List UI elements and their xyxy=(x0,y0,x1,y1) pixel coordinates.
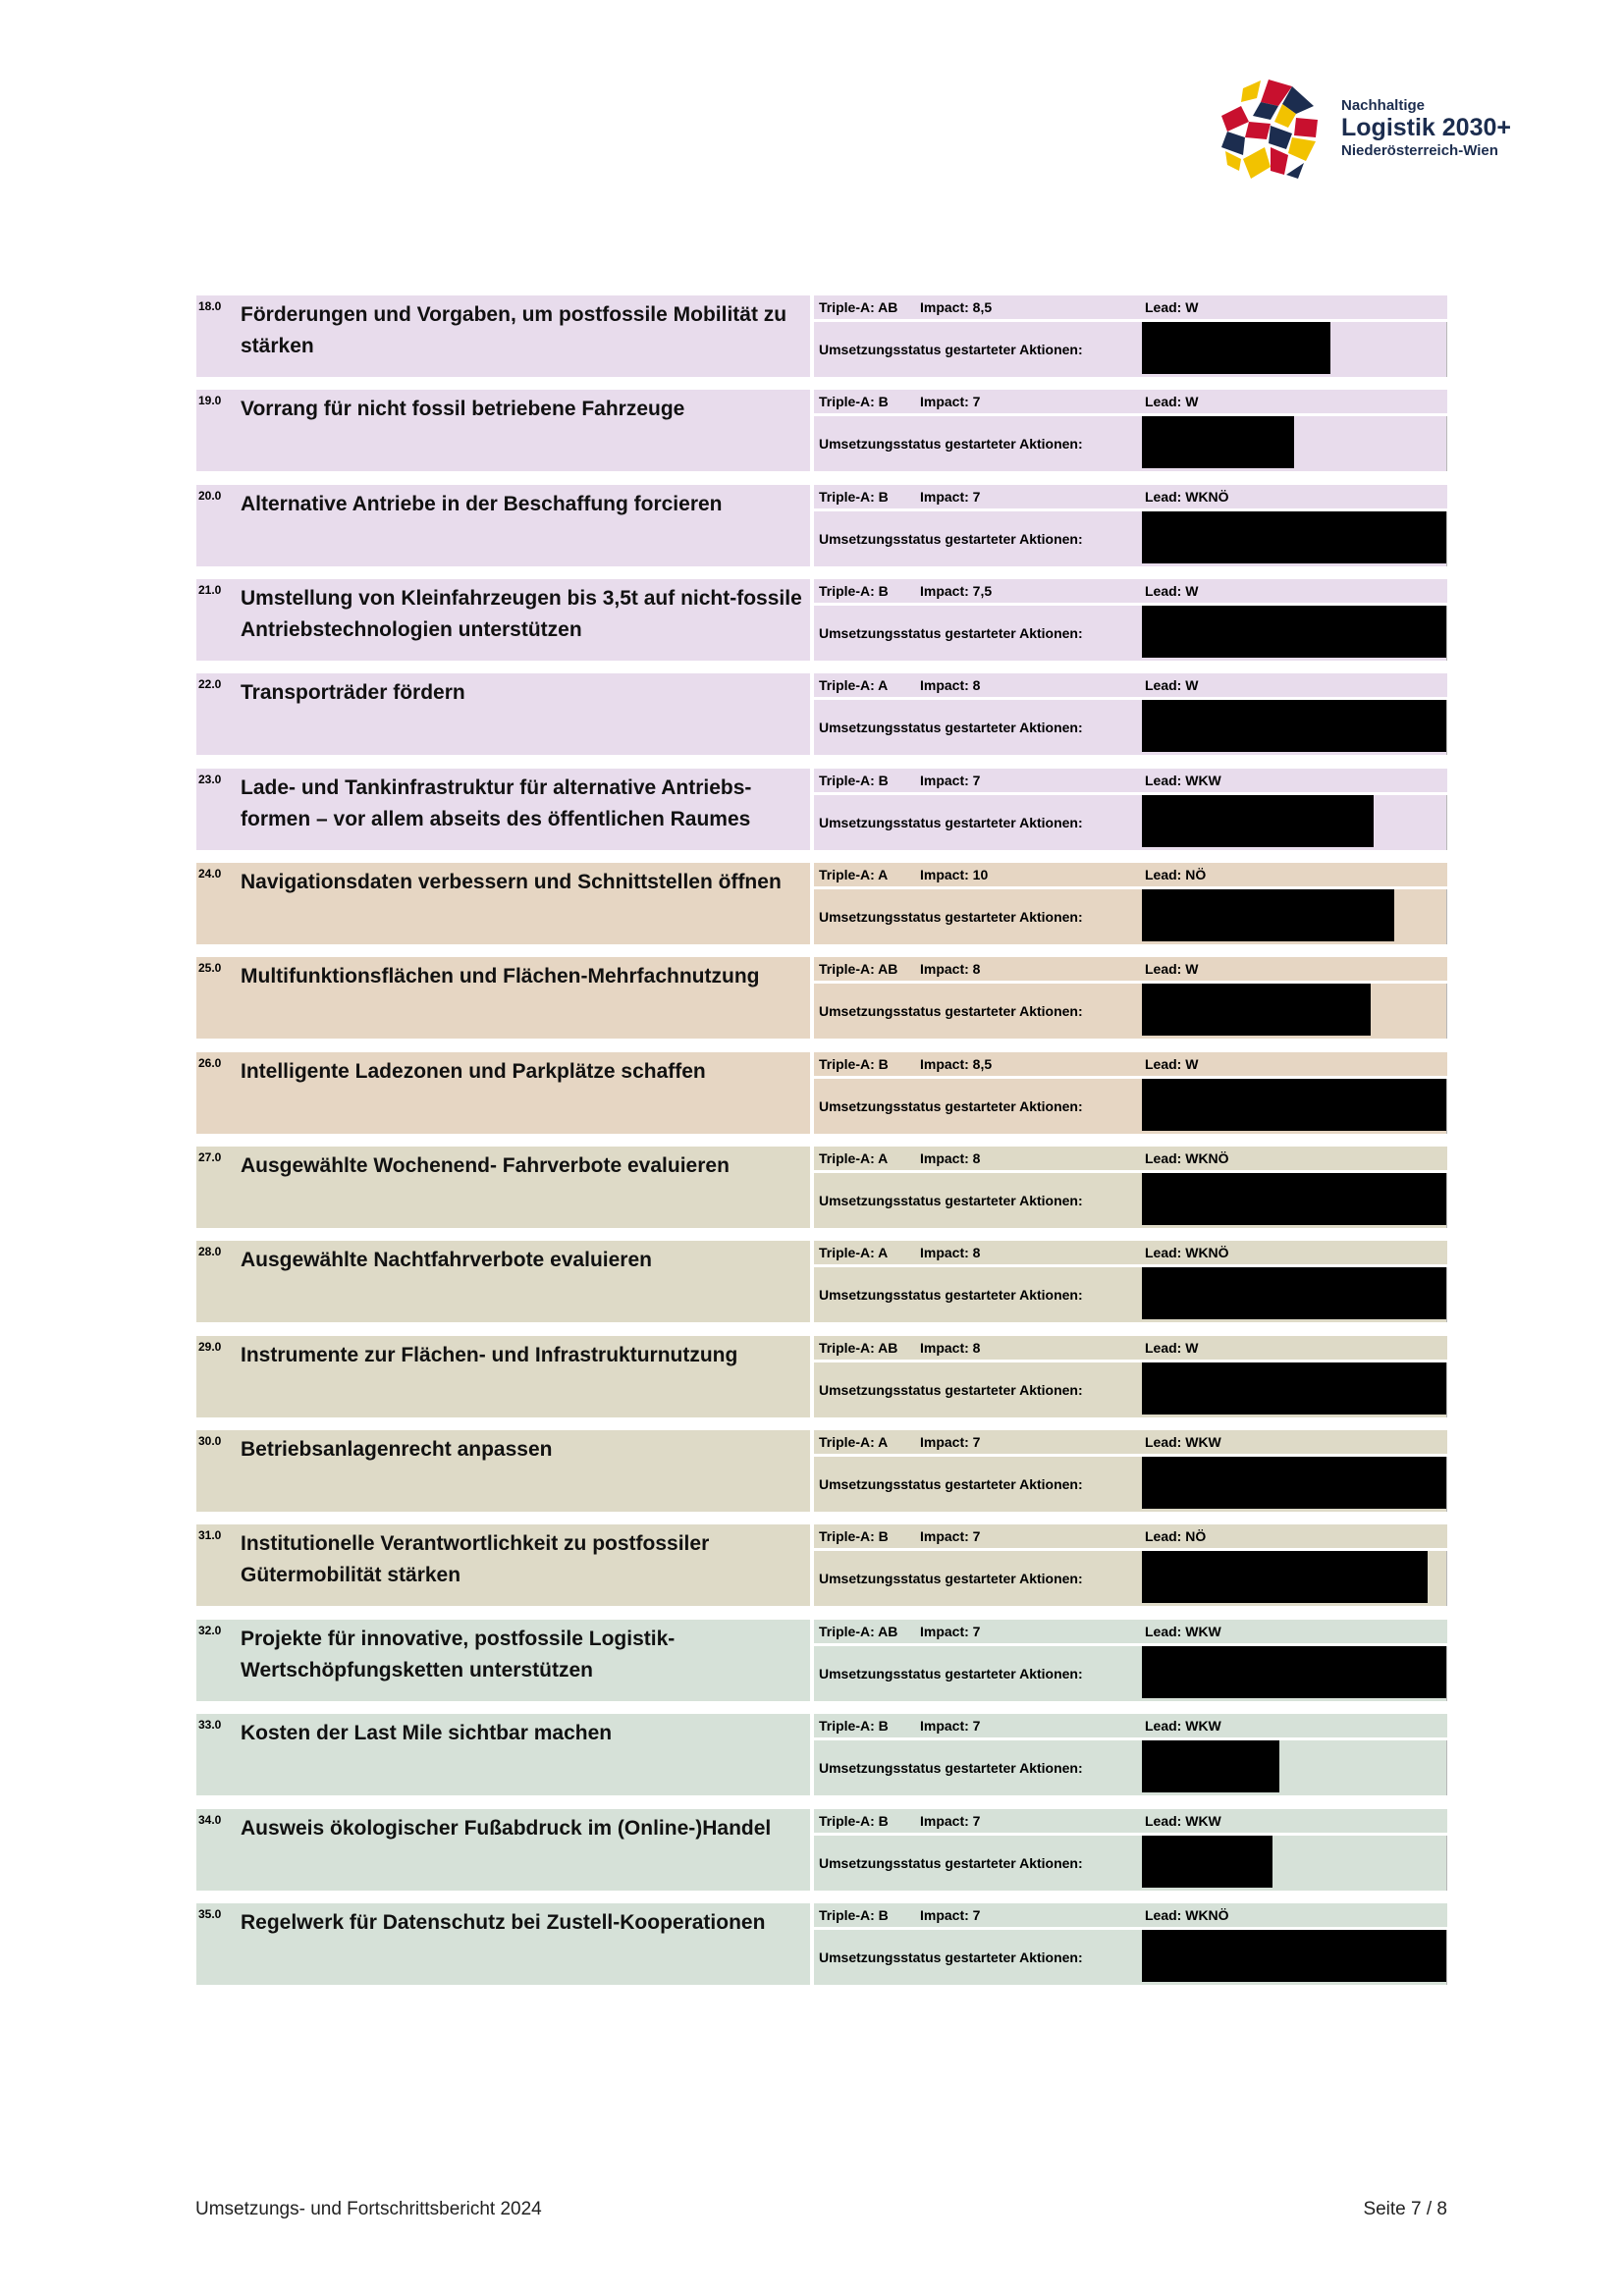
status-redaction-bar xyxy=(1142,606,1446,658)
measure-title-cell xyxy=(196,1336,810,1417)
divider xyxy=(1446,1173,1447,1228)
divider xyxy=(1446,1740,1447,1795)
measure-row xyxy=(196,1524,1447,1606)
status-redaction-bar xyxy=(1142,1930,1446,1982)
implementation-status xyxy=(814,795,1447,850)
lead-organisation: Lead: W xyxy=(1145,1339,1199,1356)
status-redaction-bar xyxy=(1142,889,1394,941)
logo-mosaic-icon xyxy=(1214,77,1324,187)
triple-a-rating: Triple-A: A xyxy=(819,677,889,694)
triple-a-rating: Triple-A: AB xyxy=(819,299,898,315)
status-label: Umsetzungsstatus gestarteter Aktionen: xyxy=(819,1097,1083,1114)
measure-row xyxy=(196,1620,1447,1701)
triple-a-rating: Triple-A: B xyxy=(819,583,889,600)
impact-score: Impact: 7 xyxy=(920,1718,981,1735)
measure-details xyxy=(814,390,1447,471)
divider xyxy=(1446,1457,1447,1512)
implementation-status xyxy=(814,606,1447,661)
measure-title: Multifunktionsflächen und Flächen-Mehrfachnutzung xyxy=(241,965,760,988)
measure-number: 28.0 xyxy=(198,1245,222,1259)
measure-details xyxy=(814,1714,1447,1795)
divider xyxy=(1446,1930,1447,1985)
impact-score: Impact: 7 xyxy=(920,1528,981,1545)
status-redaction-bar xyxy=(1142,322,1330,374)
measure-details xyxy=(814,769,1447,850)
implementation-status xyxy=(814,1646,1447,1701)
footer-report-title: Umsetzungs- und Fortschrittsbericht 2024 xyxy=(195,2199,542,2219)
measure-meta xyxy=(814,957,1447,981)
triple-a-rating: Triple-A: A xyxy=(819,1245,889,1261)
implementation-status xyxy=(814,1930,1447,1985)
impact-score: Impact: 7 xyxy=(920,1623,981,1639)
measure-number: 21.0 xyxy=(198,583,222,598)
measure-title: Ausgewählte Nachtfahrverbote evaluieren xyxy=(241,1249,652,1272)
measure-details xyxy=(814,1620,1447,1701)
status-redaction-bar xyxy=(1142,700,1446,752)
status-redaction-bar xyxy=(1142,1740,1279,1792)
measure-row xyxy=(196,1052,1447,1134)
measure-title-cell xyxy=(196,1147,810,1228)
measure-details xyxy=(814,1336,1447,1417)
implementation-status xyxy=(814,889,1447,944)
measure-details xyxy=(814,673,1447,755)
measure-meta xyxy=(814,485,1447,508)
divider xyxy=(1446,1551,1447,1606)
measure-title: Institutionelle Verantwortlichkeit zu postfossiler Gütermobilität stärken xyxy=(241,1532,710,1587)
measure-meta xyxy=(814,390,1447,413)
logo-line-2: Logistik 2030+ xyxy=(1341,114,1511,141)
measure-number: 32.0 xyxy=(198,1623,222,1637)
measure-row xyxy=(196,957,1447,1039)
impact-score: Impact: 8 xyxy=(920,961,981,978)
measure-row xyxy=(196,863,1447,944)
measure-title-cell xyxy=(196,673,810,755)
status-label: Umsetzungsstatus gestarteter Aktionen: xyxy=(819,625,1083,642)
divider xyxy=(814,1834,1447,1836)
measure-meta xyxy=(814,295,1447,319)
status-label: Umsetzungsstatus gestarteter Aktionen: xyxy=(819,1949,1083,1965)
triple-a-rating: Triple-A: AB xyxy=(819,1623,898,1639)
measure-row xyxy=(196,579,1447,661)
triple-a-rating: Triple-A: B xyxy=(819,1718,889,1735)
measure-meta xyxy=(814,1524,1447,1548)
divider xyxy=(814,1738,1447,1740)
measure-title: Lade- und Tankinfrastruktur für alternative Antriebs-formen – vor allem abseits des öffentlichen Raumes xyxy=(241,775,752,830)
status-label: Umsetzungsstatus gestarteter Aktionen: xyxy=(819,530,1083,547)
measure-meta xyxy=(814,863,1447,886)
measure-number: 19.0 xyxy=(198,394,222,408)
measure-details xyxy=(814,1809,1447,1891)
measure-title-cell xyxy=(196,957,810,1039)
implementation-status xyxy=(814,1267,1447,1322)
impact-score: Impact: 10 xyxy=(920,867,989,883)
divider xyxy=(1446,1362,1447,1417)
lead-organisation: Lead: W xyxy=(1145,394,1199,410)
measure-meta xyxy=(814,1809,1447,1833)
measure-meta xyxy=(814,1620,1447,1643)
status-redaction-bar xyxy=(1142,416,1294,468)
lead-organisation: Lead: WKW xyxy=(1145,1434,1221,1451)
divider xyxy=(1446,889,1447,944)
measure-title-cell xyxy=(196,1052,810,1134)
triple-a-rating: Triple-A: B xyxy=(819,488,889,505)
status-redaction-bar xyxy=(1142,1646,1446,1698)
implementation-status xyxy=(814,700,1447,755)
measure-number: 27.0 xyxy=(198,1150,222,1165)
status-label: Umsetzungsstatus gestarteter Aktionen: xyxy=(819,1854,1083,1871)
divider xyxy=(814,320,1447,322)
measure-title: Regelwerk für Datenschutz bei Zustell-Kooperationen xyxy=(241,1910,766,1934)
measure-details xyxy=(814,1052,1447,1134)
measure-row xyxy=(196,673,1447,755)
measure-number: 25.0 xyxy=(198,961,222,976)
implementation-status xyxy=(814,984,1447,1039)
measure-details xyxy=(814,1430,1447,1512)
measure-meta xyxy=(814,1336,1447,1360)
status-redaction-bar xyxy=(1142,1267,1446,1319)
measure-title: Instrumente zur Flächen- und Infrastrukturnutzung xyxy=(241,1343,738,1366)
divider xyxy=(1446,606,1447,661)
triple-a-rating: Triple-A: B xyxy=(819,1906,889,1923)
implementation-status xyxy=(814,322,1447,377)
measure-title-cell xyxy=(196,1241,810,1322)
measure-title-cell xyxy=(196,390,810,471)
status-redaction-bar xyxy=(1142,1836,1272,1888)
triple-a-rating: Triple-A: A xyxy=(819,1434,889,1451)
measure-details xyxy=(814,957,1447,1039)
measure-row xyxy=(196,390,1447,471)
implementation-status xyxy=(814,1173,1447,1228)
lead-organisation: Lead: WKW xyxy=(1145,1718,1221,1735)
triple-a-rating: Triple-A: A xyxy=(819,1150,889,1167)
triple-a-rating: Triple-A: B xyxy=(819,772,889,788)
status-redaction-bar xyxy=(1142,1551,1428,1603)
divider xyxy=(1446,1646,1447,1701)
status-label: Umsetzungsstatus gestarteter Aktionen: xyxy=(819,1571,1083,1587)
impact-score: Impact: 7 xyxy=(920,1906,981,1923)
impact-score: Impact: 7 xyxy=(920,1812,981,1829)
lead-organisation: Lead: W xyxy=(1145,961,1199,978)
measure-title-cell xyxy=(196,1714,810,1795)
triple-a-rating: Triple-A: A xyxy=(819,867,889,883)
measure-number: 22.0 xyxy=(198,677,222,692)
status-redaction-bar xyxy=(1142,511,1446,563)
lead-organisation: Lead: NÖ xyxy=(1145,1528,1207,1545)
measure-details xyxy=(814,485,1447,566)
status-redaction-bar xyxy=(1142,1457,1446,1509)
divider xyxy=(1446,984,1447,1039)
measure-number: 30.0 xyxy=(198,1434,222,1449)
status-label: Umsetzungsstatus gestarteter Aktionen: xyxy=(819,720,1083,736)
lead-organisation: Lead: WKNÖ xyxy=(1145,1906,1229,1923)
divider xyxy=(814,414,1447,416)
status-label: Umsetzungsstatus gestarteter Aktionen: xyxy=(819,342,1083,357)
measure-details xyxy=(814,1524,1447,1606)
status-label: Umsetzungsstatus gestarteter Aktionen: xyxy=(819,1193,1083,1209)
triple-a-rating: Triple-A: B xyxy=(819,1528,889,1545)
measure-row xyxy=(196,1430,1447,1512)
measure-meta xyxy=(814,579,1447,603)
impact-score: Impact: 7 xyxy=(920,1434,981,1451)
triple-a-rating: Triple-A: AB xyxy=(819,1339,898,1356)
status-label: Umsetzungsstatus gestarteter Aktionen: xyxy=(819,1476,1083,1493)
measure-details xyxy=(814,1903,1447,1985)
measure-title-cell xyxy=(196,1620,810,1701)
implementation-status xyxy=(814,1457,1447,1512)
measure-meta xyxy=(814,769,1447,792)
measure-row xyxy=(196,1714,1447,1795)
measure-number: 26.0 xyxy=(198,1055,222,1070)
triple-a-rating: Triple-A: B xyxy=(819,1812,889,1829)
measure-row xyxy=(196,1903,1447,1985)
measure-row xyxy=(196,485,1447,566)
impact-score: Impact: 7 xyxy=(920,772,981,788)
logo-line-3: Niederösterreich-Wien xyxy=(1341,142,1498,159)
status-label: Umsetzungsstatus gestarteter Aktionen: xyxy=(819,1665,1083,1682)
measure-title: Förderungen und Vorgaben, um postfossile Mobilität zu stärken xyxy=(241,303,787,357)
implementation-status xyxy=(814,1836,1447,1891)
measure-number: 35.0 xyxy=(198,1906,222,1921)
implementation-status xyxy=(814,1079,1447,1134)
measure-title-cell xyxy=(196,1903,810,1985)
measure-row xyxy=(196,295,1447,377)
status-redaction-bar xyxy=(1142,1173,1446,1225)
measure-title: Alternative Antriebe in der Beschaffung forcieren xyxy=(241,492,723,515)
implementation-status xyxy=(814,416,1447,471)
measure-row xyxy=(196,769,1447,850)
measure-title-cell xyxy=(196,769,810,850)
measure-number: 24.0 xyxy=(198,867,222,881)
measure-title-cell xyxy=(196,1524,810,1606)
measure-meta xyxy=(814,1903,1447,1927)
status-redaction-bar xyxy=(1142,1079,1446,1131)
impact-score: Impact: 7 xyxy=(920,488,981,505)
measure-title: Transporträder fördern xyxy=(241,681,465,705)
lead-organisation: Lead: NÖ xyxy=(1145,867,1207,883)
measure-details xyxy=(814,295,1447,377)
measure-row xyxy=(196,1809,1447,1891)
measure-meta xyxy=(814,1147,1447,1170)
status-label: Umsetzungsstatus gestarteter Aktionen: xyxy=(819,909,1083,926)
logo-line-1: Nachhaltige xyxy=(1341,97,1426,114)
status-label: Umsetzungsstatus gestarteter Aktionen: xyxy=(819,814,1083,830)
measure-number: 18.0 xyxy=(198,299,222,313)
triple-a-rating: Triple-A: B xyxy=(819,394,889,410)
measure-number: 34.0 xyxy=(198,1812,222,1827)
impact-score: Impact: 7,5 xyxy=(920,583,993,600)
measure-number: 23.0 xyxy=(198,772,222,786)
status-label: Umsetzungsstatus gestarteter Aktionen: xyxy=(819,436,1083,453)
lead-organisation: Lead: W xyxy=(1145,677,1199,694)
lead-organisation: Lead: WKW xyxy=(1145,1623,1221,1639)
divider xyxy=(1446,1079,1447,1134)
divider xyxy=(1446,511,1447,566)
measure-title: Betriebsanlagenrecht anpassen xyxy=(241,1438,553,1462)
measure-title: Ausweis ökologischer Fußabdruck im (Online-)Handel xyxy=(241,1816,772,1840)
measure-details xyxy=(814,863,1447,944)
lead-organisation: Lead: WKW xyxy=(1145,1812,1221,1829)
measure-title-cell xyxy=(196,1430,810,1512)
measure-title: Intelligente Ladezonen und Parkplätze schaffen xyxy=(241,1059,706,1083)
measure-meta xyxy=(814,1430,1447,1454)
measure-row xyxy=(196,1241,1447,1322)
lead-organisation: Lead: WKW xyxy=(1145,772,1221,788)
impact-score: Impact: 8 xyxy=(920,1150,981,1167)
measure-details xyxy=(814,1147,1447,1228)
implementation-status xyxy=(814,1362,1447,1417)
lead-organisation: Lead: WKNÖ xyxy=(1145,1150,1229,1167)
measure-title-cell xyxy=(196,295,810,377)
implementation-status xyxy=(814,511,1447,566)
measure-title-cell xyxy=(196,579,810,661)
measure-meta xyxy=(814,1241,1447,1264)
triple-a-rating: Triple-A: B xyxy=(819,1055,889,1072)
divider xyxy=(1446,416,1447,471)
status-redaction-bar xyxy=(1142,795,1374,847)
measure-title-cell xyxy=(196,1809,810,1891)
footer-page-number: Seite 7 / 8 xyxy=(1363,2199,1447,2219)
measure-title: Kosten der Last Mile sichtbar machen xyxy=(241,1722,613,1745)
status-label: Umsetzungsstatus gestarteter Aktionen: xyxy=(819,1003,1083,1020)
impact-score: Impact: 8 xyxy=(920,1245,981,1261)
status-redaction-bar xyxy=(1142,984,1371,1036)
implementation-status xyxy=(814,1740,1447,1795)
measure-title: Ausgewählte Wochenend- Fahrverbote evaluieren xyxy=(241,1154,730,1178)
measure-title-cell xyxy=(196,863,810,944)
measure-meta xyxy=(814,1052,1447,1076)
measure-meta xyxy=(814,673,1447,697)
status-redaction-bar xyxy=(1142,1362,1446,1415)
measure-details xyxy=(814,579,1447,661)
measure-title: Umstellung von Kleinfahrzeugen bis 3,5t auf nicht-fossile Antriebstechnologien unterstützen xyxy=(241,587,802,642)
measure-number: 20.0 xyxy=(198,488,222,503)
measure-meta xyxy=(814,1714,1447,1737)
measure-details xyxy=(814,1241,1447,1322)
impact-score: Impact: 8,5 xyxy=(920,299,993,315)
lead-organisation: Lead: WKNÖ xyxy=(1145,1245,1229,1261)
measure-title: Projekte für innovative, postfossile Logistik-Wertschöpfungsketten unterstützen xyxy=(241,1627,676,1682)
lead-organisation: Lead: W xyxy=(1145,583,1199,600)
impact-score: Impact: 8,5 xyxy=(920,1055,993,1072)
impact-score: Impact: 8 xyxy=(920,677,981,694)
measure-number: 31.0 xyxy=(198,1528,222,1543)
measure-title: Navigationsdaten verbessern und Schnittstellen öffnen xyxy=(241,871,782,894)
measures-list xyxy=(196,295,1447,1998)
measure-row xyxy=(196,1336,1447,1417)
logo xyxy=(1214,77,1528,187)
measure-number: 33.0 xyxy=(198,1718,222,1733)
measure-row xyxy=(196,1147,1447,1228)
impact-score: Impact: 8 xyxy=(920,1339,981,1356)
divider xyxy=(1446,322,1447,377)
impact-score: Impact: 7 xyxy=(920,394,981,410)
divider xyxy=(1446,700,1447,755)
divider xyxy=(1446,1836,1447,1891)
measure-number: 29.0 xyxy=(198,1339,222,1354)
divider xyxy=(1446,1267,1447,1322)
lead-organisation: Lead: W xyxy=(1145,299,1199,315)
measure-title: Vorrang für nicht fossil betriebene Fahrzeuge xyxy=(241,398,685,421)
status-label: Umsetzungsstatus gestarteter Aktionen: xyxy=(819,1381,1083,1398)
measure-title-cell xyxy=(196,485,810,566)
status-label: Umsetzungsstatus gestarteter Aktionen: xyxy=(819,1760,1083,1777)
lead-organisation: Lead: W xyxy=(1145,1055,1199,1072)
implementation-status xyxy=(814,1551,1447,1606)
lead-organisation: Lead: WKNÖ xyxy=(1145,488,1229,505)
triple-a-rating: Triple-A: AB xyxy=(819,961,898,978)
status-label: Umsetzungsstatus gestarteter Aktionen: xyxy=(819,1287,1083,1304)
divider xyxy=(1446,795,1447,850)
